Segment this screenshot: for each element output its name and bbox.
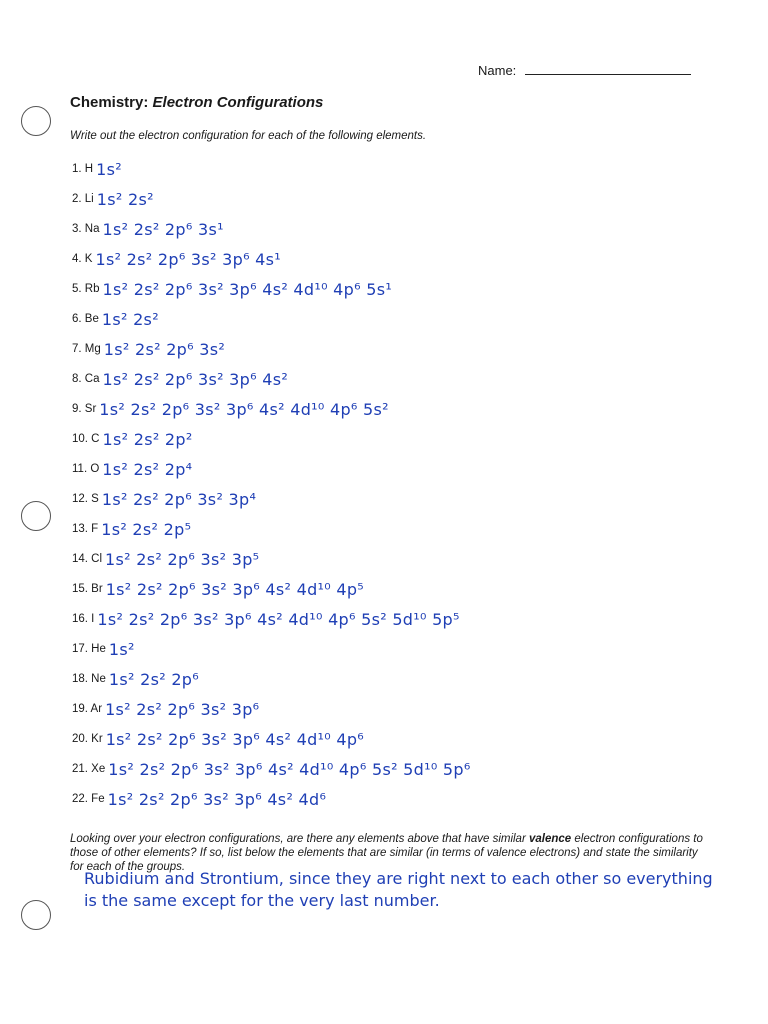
list-item <box>72 664 199 694</box>
element-prompt: 6. Be <box>72 313 99 325</box>
element-prompt: 20. Kr <box>72 733 103 745</box>
list-item <box>72 514 191 544</box>
element-prompt: 17. He <box>72 643 106 655</box>
list-item <box>72 154 122 184</box>
name-blank-line <box>525 74 691 75</box>
list-item <box>72 334 225 364</box>
list-item <box>72 274 392 304</box>
response-line-2: is the same except for the very last number. <box>84 891 440 910</box>
element-prompt: 12. S <box>72 493 99 505</box>
element-prompt: 14. Cl <box>72 553 103 565</box>
handwritten-answer: 1s² 2s² 2p⁶ 3s² <box>103 339 226 359</box>
title-topic: Electron Configurations <box>152 94 324 111</box>
list-item <box>72 574 364 604</box>
list-item <box>72 304 159 334</box>
element-prompt: 21. Xe <box>72 763 106 775</box>
handwritten-answer: 1s² 2s² 2p⁶ 3s² 3p⁶ 4s² 4d¹⁰ 4p⁵ <box>105 579 365 599</box>
element-prompt: 22. Fe <box>72 793 105 805</box>
list-item <box>72 634 135 664</box>
list-item <box>72 754 471 784</box>
list-item <box>72 214 224 244</box>
handwritten-answer: 1s² 2s² 2p⁶ 3s² 3p⁶ <box>105 699 260 719</box>
question-text-end: electron configurations to those of other elements? If so, list below the elements that are similar (in terms of valence electrons) and state the similarity for each of the groups. <box>70 833 703 873</box>
name-label: Name: <box>478 63 517 78</box>
element-prompt: 19. Ar <box>72 703 103 715</box>
list-item <box>72 724 364 754</box>
element-prompt: 13. F <box>72 523 99 535</box>
handwritten-answer: 1s² 2s² 2p⁶ 3s² 3p⁶ 4s² 4d¹⁰ 4p⁶ 5s² <box>99 399 389 419</box>
element-prompt: 10. C <box>72 433 100 445</box>
worksheet-title <box>70 94 323 111</box>
list-item <box>72 604 460 634</box>
handwritten-answer: 1s² 2s² 2p⁶ 3s² 3p⁴ <box>101 489 257 509</box>
handwritten-answer: 1s² 2s² 2p⁶ 3s² 3p⁶ 4s² <box>102 369 289 389</box>
list-item <box>72 244 281 274</box>
element-prompt: 4. K <box>72 253 93 265</box>
list-item <box>72 184 154 214</box>
list-item <box>72 424 193 454</box>
question-emphasis: valence <box>528 833 572 845</box>
element-prompt: 16. I <box>72 613 95 625</box>
binder-hole-middle <box>21 501 51 531</box>
name-field <box>478 63 516 78</box>
handwritten-answer: 1s² 2s² 2p⁵ <box>101 519 192 539</box>
element-prompt: 3. Na <box>72 223 100 235</box>
element-prompt: 9. Sr <box>72 403 97 415</box>
list-item <box>72 784 326 814</box>
handwritten-answer: 1s² 2s² 2p⁶ 3s¹ <box>102 219 224 239</box>
handwritten-answer: 1s² 2s² 2p⁶ 3s² 3p⁶ 4s² 4d¹⁰ 4p⁶ 5s² 5d¹⁰ 5p⁵ <box>97 609 460 629</box>
handwritten-answer: 1s² 2s² 2p⁶ 3s² 3p⁶ 4s² 4d¹⁰ 4p⁶ 5s¹ <box>102 279 393 299</box>
handwritten-answer: 1s² 2s² 2p⁶ 3s² 3p⁶ 4s² 4d¹⁰ 4p⁶ <box>105 729 365 749</box>
list-item <box>72 544 259 574</box>
handwritten-answer: 1s² 2s² 2p⁶ 3s² 3p⁶ 4s¹ <box>95 249 282 269</box>
response-line-1: Rubidium and Strontium, since they are right next to each other so everything <box>84 869 713 888</box>
element-prompt: 8. Ca <box>72 373 100 385</box>
list-item <box>72 454 192 484</box>
element-prompt: 5. Rb <box>72 283 100 295</box>
element-prompt: 11. O <box>72 463 100 475</box>
handwritten-answer: 1s² <box>108 639 135 659</box>
element-prompt: 7. Mg <box>72 343 101 355</box>
handwritten-answer: 1s² 2s² 2p⁶ 3s² 3p⁵ <box>105 549 260 569</box>
list-item <box>72 484 256 514</box>
handwritten-response <box>84 868 764 912</box>
element-prompt: 15. Br <box>72 583 103 595</box>
handwritten-answer: 1s² 2s² 2p⁶ <box>108 669 199 689</box>
handwritten-answer: 1s² 2s² 2p⁴ <box>102 459 193 479</box>
list-item <box>72 694 259 724</box>
title-subject: Chemistry: <box>70 94 149 111</box>
element-prompt: 2. Li <box>72 193 94 205</box>
list-item <box>72 394 389 424</box>
element-prompt: 1. H <box>72 163 94 175</box>
list-item <box>72 364 288 394</box>
handwritten-answer: 1s² <box>96 159 122 179</box>
handwritten-answer: 1s² 2s² 2p⁶ 3s² 3p⁶ 4s² 4d⁶ <box>107 789 327 809</box>
handwritten-answer: 1s² 2s² <box>96 189 154 209</box>
binder-hole-bottom <box>21 900 51 930</box>
instructions: Write out the electron configuration for each of the following elements. <box>70 130 427 142</box>
element-prompt: 18. Ne <box>72 673 106 685</box>
question-text-start: Looking over your electron configurations, are there any elements above that have similar <box>70 833 529 845</box>
binder-hole-top <box>21 106 51 136</box>
handwritten-answer: 1s² 2s² 2p⁶ 3s² 3p⁶ 4s² 4d¹⁰ 4p⁶ 5s² 5d¹⁰ 5p⁶ <box>108 759 471 779</box>
handwritten-answer: 1s² 2s² <box>101 309 159 329</box>
handwritten-answer: 1s² 2s² 2p² <box>102 429 193 449</box>
